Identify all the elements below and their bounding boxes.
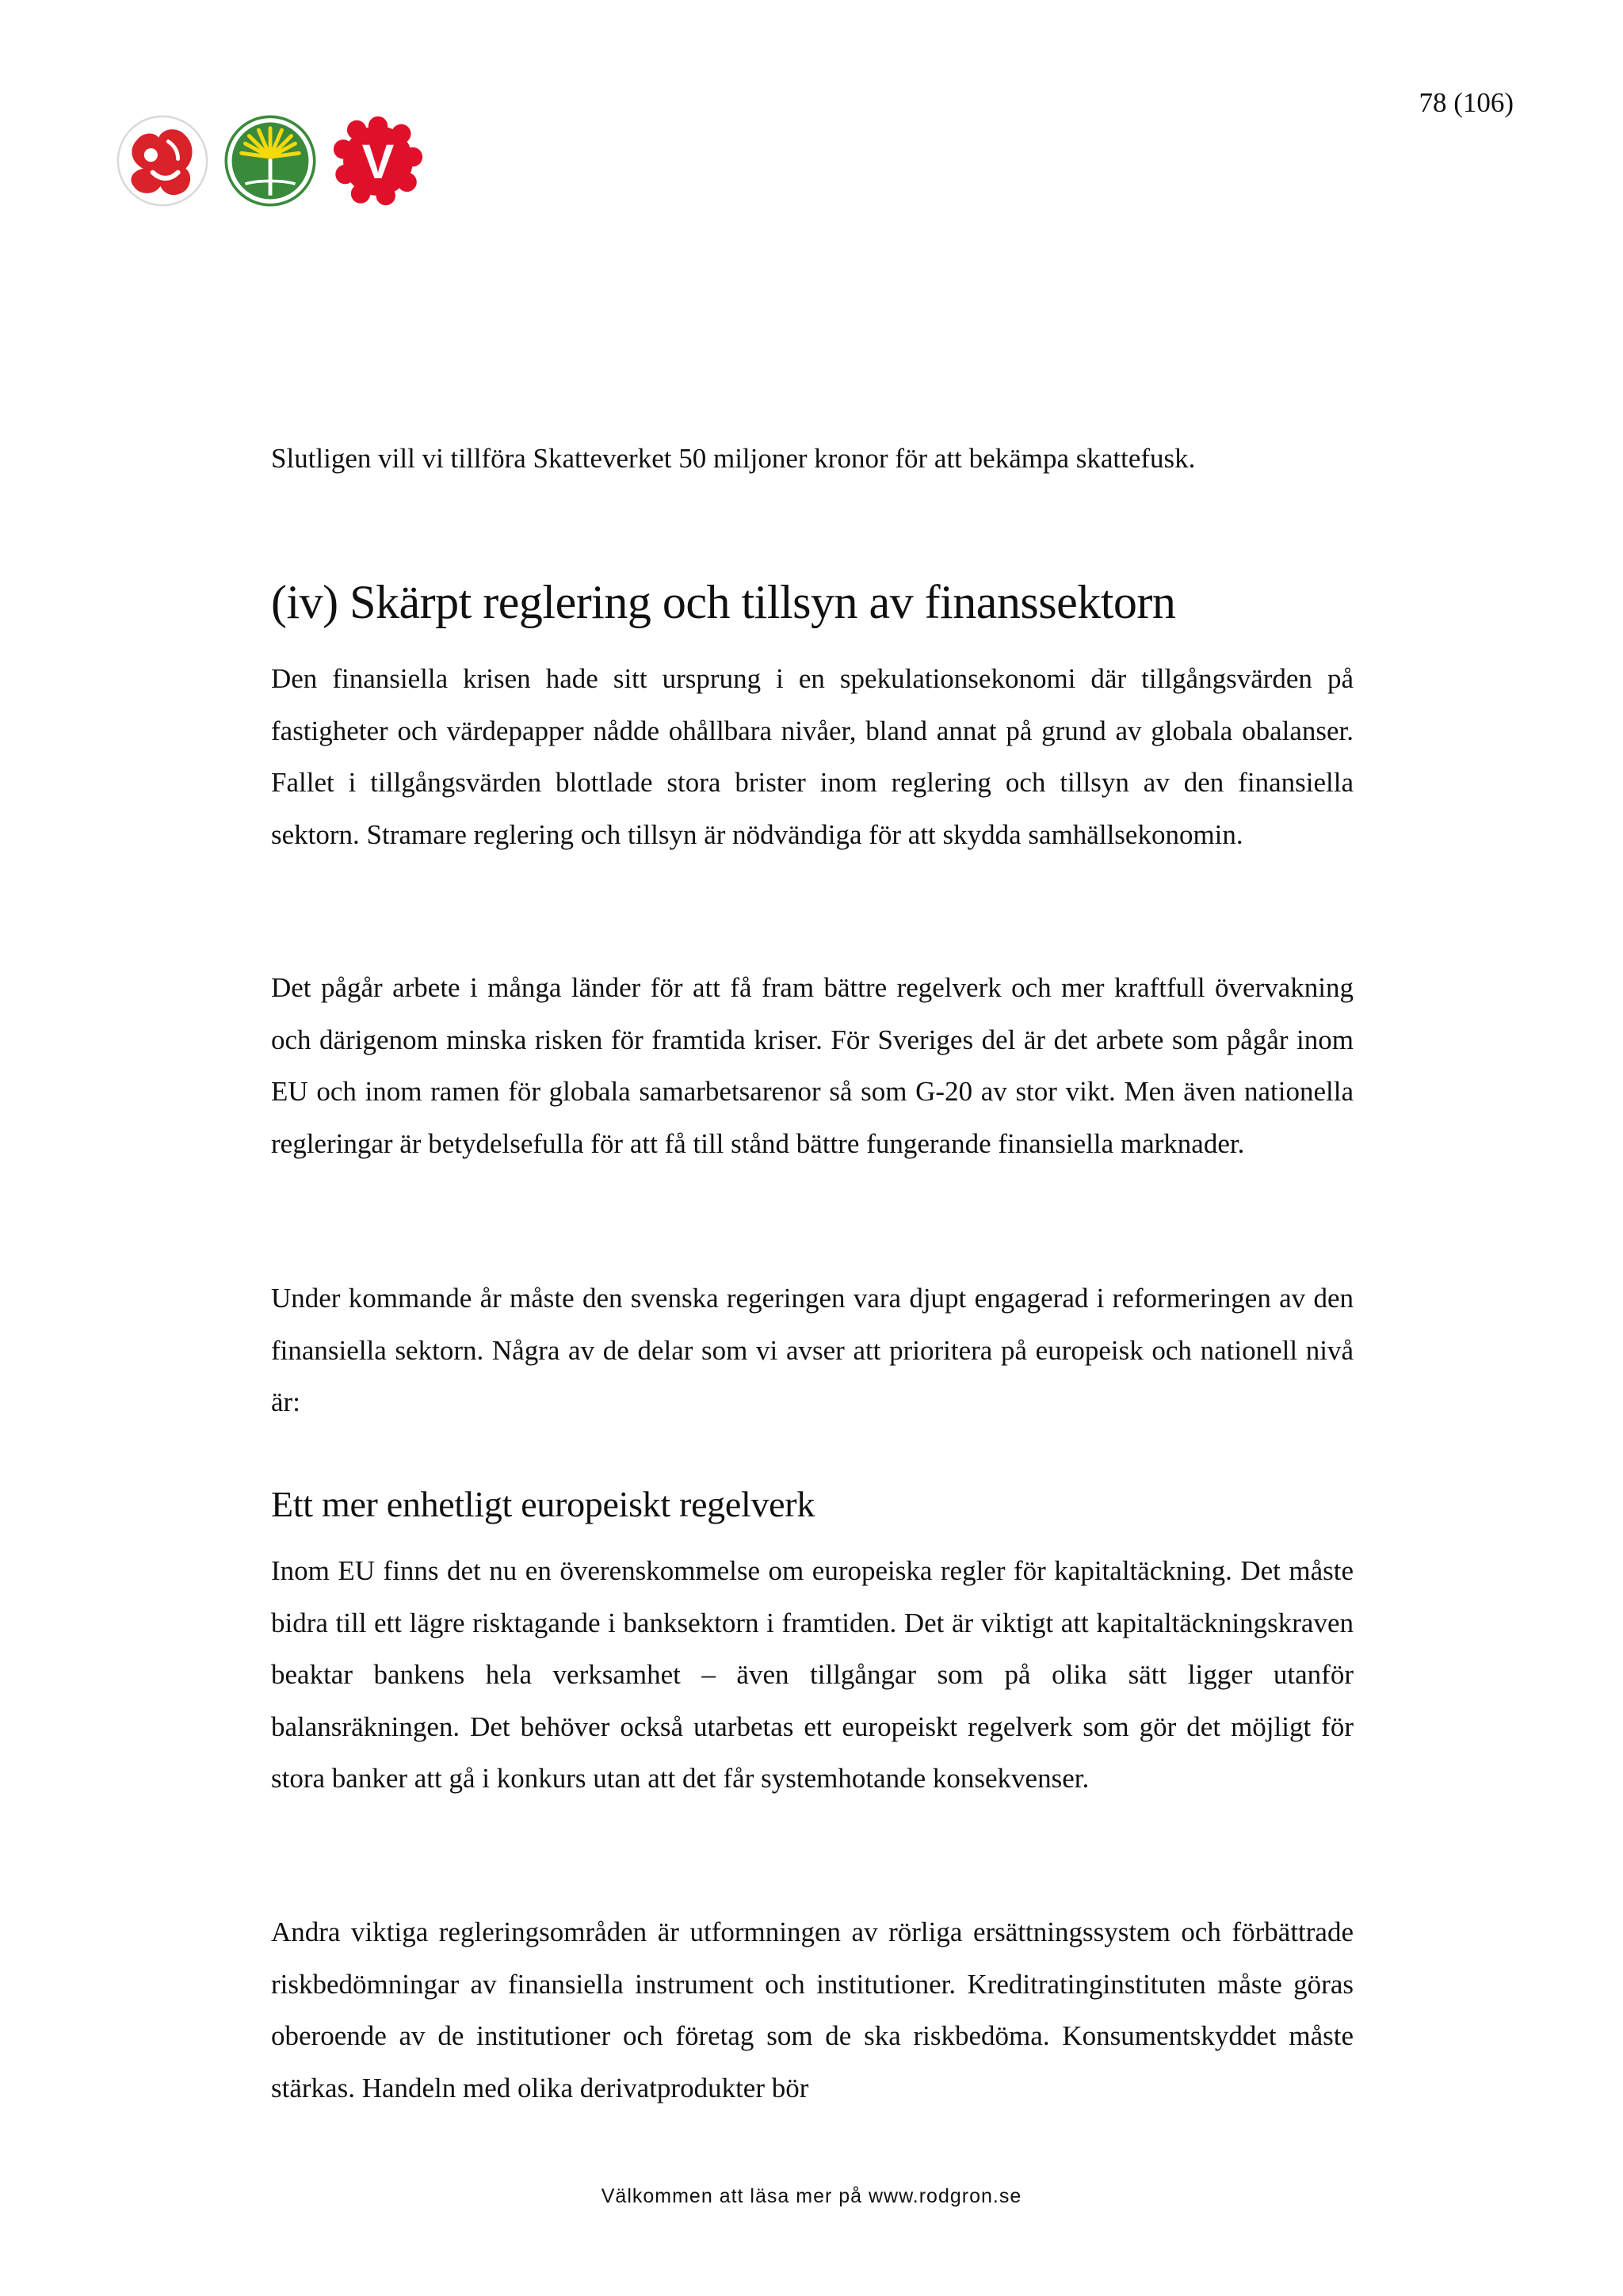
paragraph: Den finansiella krisen hade sitt ursprung i en spekulationsekonomi där tillgångsvärden på fastigheter och värdepapper nådde ohållbara nivåer, bland annat på grund av globala obalanser. Fallet i tillgångsvärden blottlade stora brister inom reglering och tillsyn av den finansiella sektorn. Stramare reglering och tillsyn är nödvändiga för att skydda samhällsekonomin. bbox=[271, 663, 1354, 850]
subsection-title: Ett mer enhetligt europeiskt regelverk bbox=[271, 1484, 815, 1524]
rose-logo bbox=[114, 113, 211, 209]
paragraph: Andra viktiga regleringsområden är utformningen av rörliga ersättningssystem och förbättrade riskbedömningar av finansiella instrument och institutioner. Kreditratinginstituten måste göras oberoende av de institutioner och företag som de ska riskbedöma. Konsumentskyddet måste stärkas. Handeln med olika derivatprodukter bör bbox=[271, 1917, 1354, 2103]
paragraph: Det pågår arbete i många länder för att få fram bättre regelverk och mer kraftfull övervakning och därigenom minska risken för framtida kriser. För Sveriges del är det arbete som pågår inom EU och inom ramen för globala samarbetsarenor så som G-20 av stor vikt. Men även nationella regleringar är betydelsefulla för att få till stånd bättre fungerande finansiella marknader. bbox=[271, 972, 1354, 1159]
page-number: 78 (106) bbox=[1419, 87, 1514, 118]
section-title: (iv) Skärpt reglering och tillsyn av finanssektorn bbox=[271, 576, 1176, 628]
paragraph: Under kommande år måste den svenska regeringen vara djupt engagerad i reformeringen av den finansiella sektorn. Några av de delar som vi avser att prioritera på europeisk och nationell nivå är: bbox=[271, 1283, 1354, 1417]
party-logos bbox=[114, 111, 426, 211]
intro-paragraph: Slutligen vill vi tillföra Skatteverket 50 miljoner kronor för att bekämpa skattefusk. bbox=[271, 443, 1196, 474]
carnation-v-logo bbox=[330, 113, 426, 209]
v-letter: V bbox=[361, 134, 395, 189]
footer-text: Välkommen att läsa mer på www.rodgron.se bbox=[601, 2185, 1022, 2207]
paragraph: Inom EU finns det nu en överenskommelse om europeiska regler för kapitaltäckning. Det måste bidra till ett lägre risktagande i banksektorn i framtiden. Det är viktigt att kapitaltäckningskraven beaktar bankens hela verksamhet – även tillgångar som på olika sätt ligger utanför balansräkningen. Det behöver också utarbetas ett europeiskt regelverk som gör det möjligt för stora banker att gå i konkurs utan att det får systemhotande konsekvenser. bbox=[271, 1555, 1354, 1794]
dandelion-logo bbox=[220, 113, 320, 209]
